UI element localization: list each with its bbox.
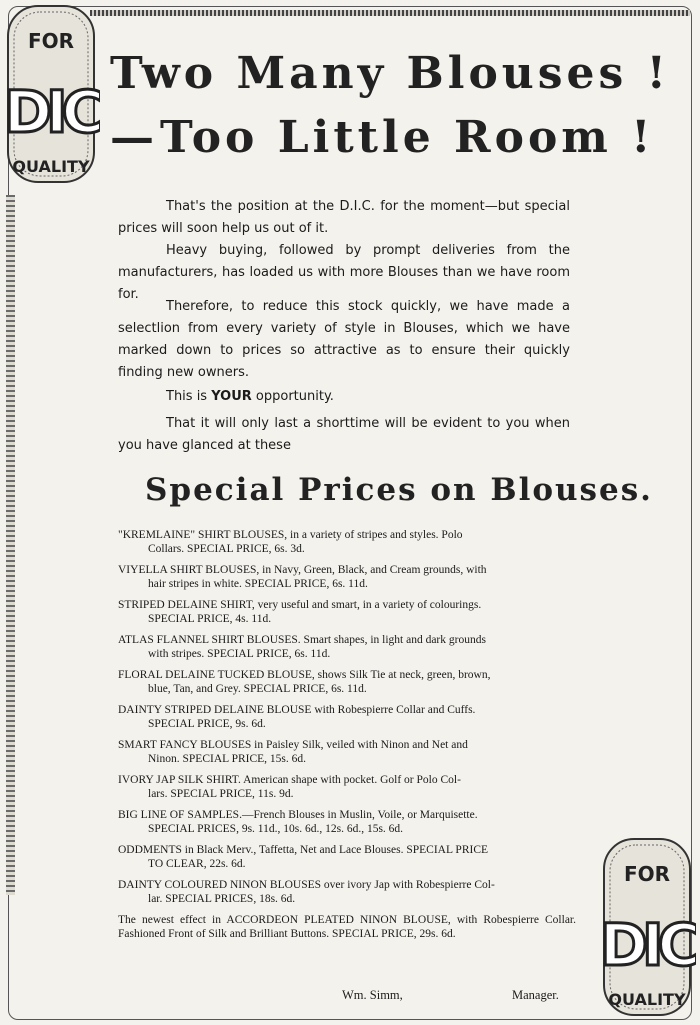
price-list-item bbox=[118, 843, 576, 871]
section-title: Special Prices on Blouses. bbox=[145, 472, 653, 508]
top-rule bbox=[90, 10, 690, 16]
price-list-item bbox=[118, 598, 576, 626]
signature-name: Wm. Simm, bbox=[342, 988, 403, 1002]
left-decorative-bar bbox=[6, 195, 15, 895]
price-list-item bbox=[118, 563, 576, 591]
item-line-1: DAINTY COLOURED NINON BLOUSES over ivory Jap with Robespierre Col- bbox=[118, 879, 495, 891]
item-line-2: SPECIAL PRICE, 9s. 6d. bbox=[148, 718, 266, 730]
item-line-1: FLORAL DELAINE TUCKED BLOUSE, shows Silk Tie at neck, green, brown, bbox=[118, 669, 491, 681]
item-line-1: BIG LINE OF SAMPLES.—French Blouses in Muslin, Voile, or Marquisette. bbox=[118, 809, 478, 821]
signature-title: Manager. bbox=[512, 988, 559, 1002]
item-line-2: lar. SPECIAL PRICES, 18s. 6d. bbox=[148, 893, 296, 905]
price-list-item bbox=[118, 633, 576, 661]
dic-quality-badge-top bbox=[2, 2, 100, 187]
intro-paragraph-4 bbox=[118, 386, 570, 408]
intro-text-3: Therefore, to reduce this stock quickly, we have made a selectlion from every variety of style in Blouses, which we have marked down to prices so attractive as to ensure their quickly finding new owners. bbox=[118, 299, 570, 380]
intro-text-5: That it will only last a shorttime will be evident to you when you have glanced at these bbox=[118, 416, 570, 453]
headline-line-1: Two Many Blouses ! bbox=[110, 48, 670, 99]
item-line-2: SPECIAL PRICES, 9s. 11d., 10s. 6d., 12s. 6d., 15s. 6d. bbox=[148, 823, 404, 835]
intro-text-2: Heavy buying, followed by prompt deliveries from the manufacturers, has loaded us with more Blouses than we have room for. bbox=[118, 243, 570, 302]
price-list-item bbox=[118, 878, 576, 906]
price-list-item bbox=[118, 773, 576, 801]
headline-dash: — bbox=[110, 112, 154, 163]
price-list-item bbox=[118, 703, 576, 731]
intro-text-4-post: opportunity. bbox=[251, 389, 334, 404]
item-line-2: SPECIAL PRICE, 4s. 11d. bbox=[148, 613, 272, 625]
item-line-1: VIYELLA SHIRT BLOUSES, in Navy, Green, Black, and Cream grounds, with bbox=[118, 564, 487, 576]
badge-middle-letters: DIC bbox=[3, 78, 99, 146]
item-line-2: with stripes. SPECIAL PRICE, 6s. 11d. bbox=[148, 648, 331, 660]
intro-paragraph-3 bbox=[118, 296, 570, 384]
price-list-item bbox=[118, 913, 576, 941]
price-list-item bbox=[118, 808, 576, 836]
intro-text-1: That's the position at the D.I.C. for the moment—but special prices will soon help us out of it. bbox=[118, 199, 570, 236]
item-line-1: DAINTY STRIPED DELAINE BLOUSE with Robespierre Collar and Cuffs. bbox=[118, 704, 476, 716]
item-line-2: lars. SPECIAL PRICE, 11s. 9d. bbox=[148, 788, 294, 800]
badge-middle-letters: DIC bbox=[599, 911, 695, 979]
price-list-item bbox=[118, 528, 576, 556]
item-line-2: TO CLEAR, 22s. 6d. bbox=[148, 858, 246, 870]
intro-paragraph-5 bbox=[118, 413, 570, 457]
headline-line-2-text: Too Little Room ! bbox=[160, 112, 655, 163]
item-line-1: SMART FANCY BLOUSES in Paisley Silk, veiled with Ninon and Net and bbox=[118, 739, 468, 751]
headline-line-2 bbox=[110, 112, 655, 163]
item-line-1: STRIPED DELAINE SHIRT, very useful and smart, in a variety of colourings. bbox=[118, 599, 482, 611]
item-line-2: blue, Tan, and Grey. SPECIAL PRICE, 6s. 11d. bbox=[148, 683, 367, 695]
item-line-2: hair stripes in white. SPECIAL PRICE, 6s. 11d. bbox=[148, 578, 368, 590]
intro-text-4 bbox=[118, 386, 570, 408]
price-list-item bbox=[118, 738, 576, 766]
badge-top-word: FOR bbox=[623, 862, 671, 886]
price-list-item bbox=[118, 668, 576, 696]
item-line-1: The newest effect in ACCORDEON PLEATED NINON BLOUSE, with Robespierre Collar. Fashioned Front of Silk and Brilliant Buttons. SPECIAL PRICE, 29s. 6d. bbox=[118, 914, 576, 940]
item-line-1: IVORY JAP SILK SHIRT. American shape with pocket. Golf or Polo Col- bbox=[118, 774, 461, 786]
intro-paragraph-1 bbox=[118, 196, 570, 240]
intro-text-4-pre: This is bbox=[166, 389, 212, 404]
dic-quality-badge-bottom bbox=[598, 835, 696, 1020]
item-line-1: "KREMLAINE" SHIRT BLOUSES, in a variety of stripes and styles. Polo bbox=[118, 529, 463, 541]
price-list bbox=[118, 528, 576, 948]
item-line-2: Collars. SPECIAL PRICE, 6s. 3d. bbox=[148, 543, 305, 555]
item-line-1: ODDMENTS in Black Merv., Taffetta, Net and Lace Blouses. SPECIAL PRICE bbox=[118, 844, 489, 856]
badge-bottom-word: QUALITY bbox=[12, 157, 90, 176]
intro-text-4-emphasis: YOUR bbox=[211, 389, 252, 404]
badge-bottom-word: QUALITY bbox=[608, 990, 686, 1009]
item-line-1: ATLAS FLANNEL SHIRT BLOUSES. Smart shapes, in light and dark grounds bbox=[118, 634, 486, 646]
item-line-2: Ninon. SPECIAL PRICE, 15s. 6d. bbox=[148, 753, 307, 765]
badge-top-word: FOR bbox=[27, 29, 75, 53]
